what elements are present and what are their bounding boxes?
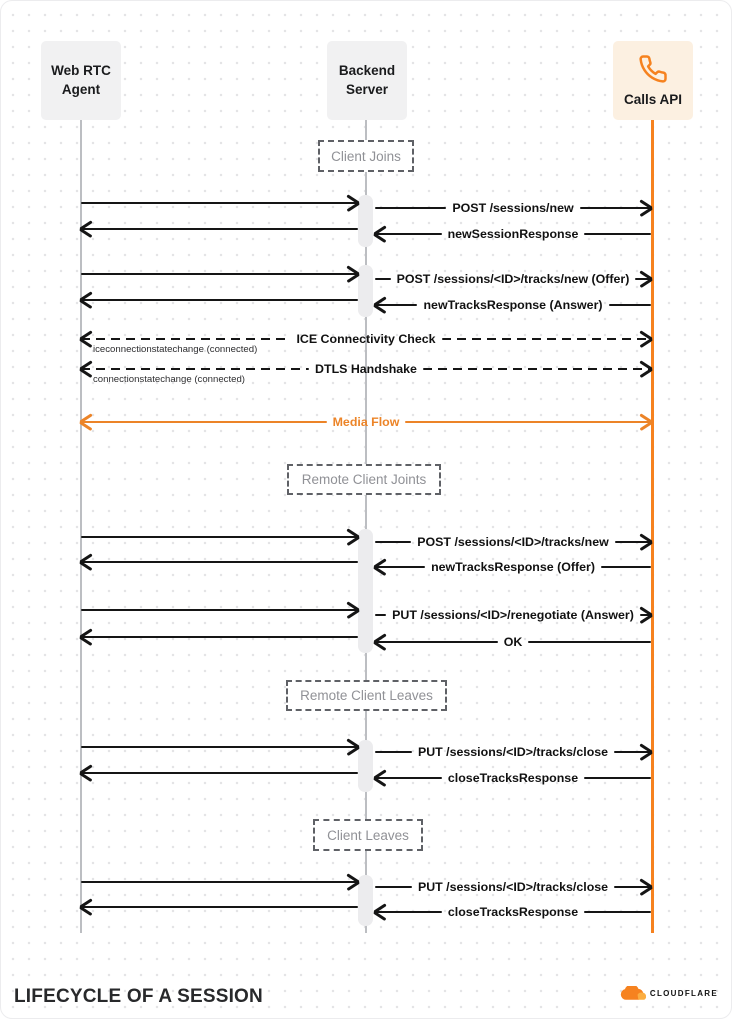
section-client-joins [318, 140, 414, 172]
section-label: Client Joins [331, 148, 401, 164]
actor-web-rtc-agent [41, 41, 121, 120]
arrow-line [375, 886, 412, 889]
lifeline-web-rtc-agent [80, 120, 82, 933]
arrow-line [81, 881, 358, 884]
activation-bar [358, 195, 373, 247]
message-label: OK [503, 635, 523, 649]
message-label: PUT /sessions/<ID>/renegotiate (Answer) [392, 608, 634, 622]
arrow-line [81, 746, 358, 749]
arrow-line [614, 886, 651, 889]
section-label: Client Leaves [327, 827, 409, 843]
message-label: DTLS Handshake [315, 362, 417, 376]
activation-bar [358, 875, 373, 926]
actor-calls-api [613, 41, 693, 120]
message-label: newSessionResponse [447, 227, 579, 241]
arrow-line [423, 368, 651, 371]
actor-backend-server [327, 41, 407, 120]
diagram-title: LIFECYCLE OF A SESSION [14, 986, 263, 1007]
arrow-line [81, 561, 358, 564]
actor-label: Web RTC Agent [51, 62, 111, 97]
arrow-line [601, 566, 651, 569]
arrow-line [615, 541, 651, 544]
arrow-line [375, 304, 417, 307]
arrow-line [81, 368, 309, 371]
message-label: POST /sessions/new [452, 201, 574, 215]
arrow-line [81, 609, 358, 612]
activation-bar [358, 265, 373, 317]
arrow-line [375, 207, 446, 210]
message-label: newTracksResponse (Answer) [423, 298, 603, 312]
arrow-line [81, 421, 327, 424]
arrow-line [528, 641, 651, 644]
arrow-line [584, 777, 651, 780]
message-label: closeTracksResponse [447, 771, 579, 785]
message-label: Media Flow [332, 415, 400, 429]
arrow-line [442, 338, 651, 341]
arrow-line [375, 777, 442, 780]
arrow-line [81, 338, 290, 341]
message-label: PUT /sessions/<ID>/tracks/close [417, 745, 609, 759]
cloudflare-cloud-icon [619, 986, 646, 1001]
activation-bar [358, 740, 373, 792]
lifeline-calls-api [651, 120, 654, 933]
arrow-line [375, 566, 425, 569]
section-label: Remote Client Leaves [300, 688, 433, 703]
activation-bar [358, 529, 373, 653]
actor-label: Backend Server [338, 62, 396, 97]
arrow-line [81, 202, 358, 205]
actor-label: Calls API [623, 91, 683, 107]
arrow-line [81, 536, 358, 539]
message-label: newTracksResponse (Offer) [431, 560, 595, 574]
phone-icon [638, 54, 668, 84]
section-remote-client-leaves [286, 680, 447, 711]
cloudflare-wordmark: CLOUDFLARE [649, 989, 718, 998]
event-callback-label: connectionstatechange (connected) [93, 374, 246, 385]
arrow-line [609, 304, 651, 307]
section-client-leaves [313, 819, 423, 851]
message-label: closeTracksResponse [447, 905, 579, 919]
arrow-line [81, 906, 358, 909]
arrow-line [375, 278, 391, 281]
arrow-line [375, 751, 412, 754]
arrow-line [580, 207, 651, 210]
arrow-line [375, 233, 442, 236]
arrow-line [81, 228, 358, 231]
arrow-line [614, 751, 651, 754]
arrow-line [81, 273, 358, 276]
arrow-line [375, 911, 442, 914]
cloudflare-logo [619, 986, 718, 1001]
arrow-line [405, 421, 651, 424]
message-label: PUT /sessions/<ID>/tracks/close [417, 880, 609, 894]
arrow-line [81, 299, 358, 302]
arrow-line [584, 911, 651, 914]
section-remote-client-joints [287, 464, 441, 495]
arrow-line [375, 641, 498, 644]
event-callback-label: iceconnectionstatechange (connected) [93, 344, 258, 355]
arrow-line [81, 636, 358, 639]
arrow-line [375, 541, 411, 544]
section-label: Remote Client Joints [301, 472, 427, 487]
message-label: ICE Connectivity Check [296, 332, 436, 346]
arrow-line [375, 614, 386, 617]
message-label: POST /sessions/<ID>/tracks/new [417, 535, 609, 549]
arrow-line [81, 772, 358, 775]
arrow-line [584, 233, 651, 236]
message-label: POST /sessions/<ID>/tracks/new (Offer) [396, 272, 630, 286]
